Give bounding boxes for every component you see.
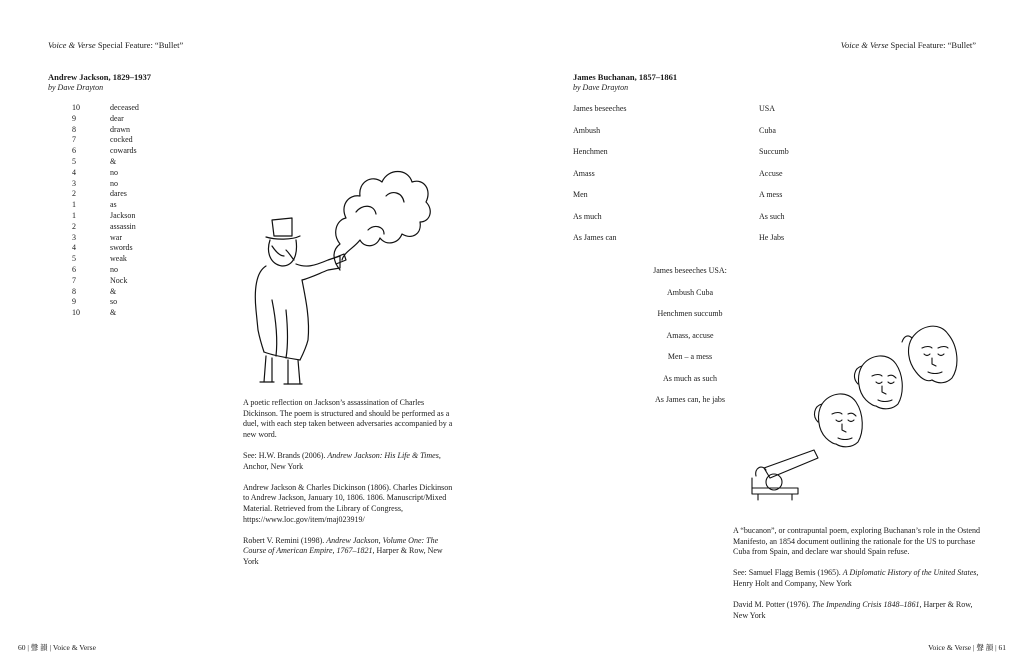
- combined-poem-line: As much as such: [663, 373, 717, 383]
- ref-title: Andrew Jackson, Volume One: The Course of American Empire, 1767–1821: [243, 535, 439, 556]
- poem-line: [48, 200, 117, 211]
- header-italic: Voice & Verse: [840, 40, 889, 50]
- combined-poem-line: James beseeches USA:: [653, 266, 727, 275]
- poem-line: [48, 125, 130, 136]
- combined-poem-line: Ambush Cuba: [667, 287, 713, 297]
- column-right-line: Cuba: [759, 125, 776, 135]
- ref-text: See: Samuel Flagg Bemis (1965).: [733, 568, 843, 578]
- poem-line: [48, 265, 118, 276]
- poem-word: no: [110, 178, 118, 188]
- jackson-ref-3: [243, 536, 455, 568]
- jackson-poem: [48, 103, 198, 323]
- column-left-line: Amass: [573, 168, 595, 178]
- poem-step-number: 5: [72, 254, 76, 264]
- poem-word: so: [110, 297, 118, 307]
- ref-publisher: , Harper & Row, New York: [733, 600, 973, 620]
- right-running-header: [841, 40, 976, 50]
- right-title-block: [573, 72, 677, 92]
- buchanan-cannon-illustration: [726, 318, 976, 508]
- jackson-notes: [243, 398, 455, 578]
- column-left-line: As much: [573, 211, 602, 221]
- ref-title: Andrew Jackson: His Life & Times: [327, 450, 439, 460]
- poem-word: &: [110, 308, 117, 318]
- column-left-line: As James can: [573, 233, 617, 242]
- poem-line: [48, 254, 127, 265]
- poem-line: [48, 114, 124, 125]
- poem-line: [48, 189, 127, 200]
- poem-line: [48, 243, 133, 254]
- column-left-line: Ambush: [573, 125, 601, 135]
- poem-word: Nock: [110, 275, 128, 285]
- buchanan-description: A “bucanon”, or contrapuntal poem, exploring Buchanan’s role in the Ostend Manifesto, an 1854 document outlining the rationale for the US to purchase Cuba from Spain, and declare war should Spain refuse.: [733, 526, 981, 557]
- poem-word: swords: [110, 243, 133, 253]
- column-right-line: As such: [759, 211, 785, 221]
- poem-step-number: 5: [72, 157, 76, 166]
- poem-word: dear: [110, 113, 124, 123]
- poem-word: cocked: [110, 135, 133, 145]
- column-right-line: A mess: [759, 190, 783, 199]
- header-rest: Special Feature: “Bullet”: [95, 40, 184, 50]
- poem-step-number: 1: [72, 211, 76, 220]
- poem-step-number: 2: [72, 221, 76, 231]
- ref-text: Robert V. Remini (1998).: [243, 535, 327, 545]
- header-italic: Voice & Verse: [48, 40, 96, 50]
- header-rest: Special Feature: “Bullet”: [888, 40, 976, 50]
- poem-title: Andrew Jackson, 1829–1937: [48, 72, 152, 82]
- combined-poem-line: As James can, he jabs: [655, 395, 725, 404]
- poem-step-number: 6: [72, 146, 76, 156]
- combined-poem-line: Men – a mess: [667, 352, 713, 361]
- poem-word: &: [110, 286, 117, 296]
- poem-word: cowards: [110, 146, 137, 156]
- poem-byline: by Dave Drayton: [573, 83, 629, 92]
- poem-line: [48, 276, 127, 287]
- buchanan-contrapuntal-columns: [573, 104, 853, 254]
- poem-line: [48, 222, 136, 233]
- poem-line: [48, 297, 117, 308]
- poem-step-number: 4: [72, 167, 76, 177]
- right-page-footer: Voice & Verse | 聲 韻 | 61: [928, 643, 1006, 652]
- poem-step-number: 7: [72, 275, 76, 285]
- ref-title: The Impending Crisis 1848–1861: [812, 600, 920, 610]
- jackson-ref-2: [243, 483, 455, 525]
- poem-step-number: 10: [72, 103, 80, 112]
- poem-word: Jackson: [110, 211, 136, 220]
- poem-word: war: [110, 232, 122, 242]
- ref-publisher: , Harper & Row, New York: [243, 546, 443, 566]
- combined-poem-line: Henchmen succumb: [657, 309, 723, 318]
- left-page-footer: 60 | 聲 韻 | Voice & Verse: [18, 643, 96, 652]
- poem-step-number: 9: [72, 297, 76, 307]
- poem-word: &: [110, 157, 117, 166]
- column-right-line: Succumb: [759, 147, 789, 156]
- poem-word: no: [110, 265, 118, 274]
- poem-step-number: 2: [72, 189, 76, 199]
- poem-word: drawn: [110, 124, 130, 134]
- ref-text: See: H.W. Brands (2006).: [243, 450, 328, 460]
- ref-text: Andrew Jackson & Charles Dickinson (1806). Charles Dickinson to Andrew Jackson, January 10, 1806. 1806. Manuscript/Mixed Material. Retrieved from the Library of Congress, https://www.loc.gov/item/maj023919/: [243, 482, 453, 524]
- poem-word: weak: [110, 254, 127, 264]
- poem-word: no: [110, 167, 118, 177]
- jackson-ref-1: [243, 451, 455, 472]
- poem-line: [48, 146, 137, 157]
- column-left-line: Henchmen: [573, 147, 608, 156]
- poem-title: James Buchanan, 1857–1861: [573, 72, 678, 82]
- poem-step-number: 1: [72, 200, 76, 210]
- ref-title: A Diplomatic History of the United States: [842, 568, 977, 578]
- combined-poem-line: Amass, accuse: [666, 330, 714, 340]
- poem-word: assassin: [110, 221, 136, 231]
- poem-step-number: 10: [72, 308, 80, 318]
- left-title-block: [48, 72, 151, 92]
- jackson-description: A poetic reflection on Jackson’s assassination of Charles Dickinson. The poem is structured and should be performed as a duel, with each step taken between adversaries accompanied by a new word.: [243, 398, 453, 439]
- column-left-line: James beseeches: [573, 104, 627, 113]
- buchanan-ref-2: [733, 600, 983, 621]
- jackson-duel-illustration: [236, 160, 436, 385]
- poem-step-number: 9: [72, 113, 76, 123]
- buchanan-ref-1: [733, 568, 983, 589]
- poem-line: [48, 135, 133, 146]
- poem-line: [48, 233, 122, 244]
- buchanan-notes: [733, 526, 983, 632]
- poem-step-number: 3: [72, 232, 76, 242]
- poem-step-number: 4: [72, 243, 76, 253]
- poem-line: [48, 211, 135, 222]
- column-right-line: He Jabs: [759, 233, 785, 242]
- poem-step-number: 7: [72, 135, 76, 145]
- left-running-header: [48, 40, 183, 50]
- column-right-line: Accuse: [759, 168, 783, 178]
- poem-step-number: 6: [72, 265, 76, 274]
- ref-text: David M. Potter (1976).: [733, 600, 813, 610]
- poem-step-number: 3: [72, 178, 76, 188]
- poem-line: [48, 179, 118, 190]
- poem-word: as: [110, 200, 117, 210]
- poem-line: [48, 168, 118, 179]
- poem-word: dares: [110, 189, 127, 199]
- ref-publisher: , Anchor, New York: [243, 450, 441, 471]
- poem-line: [48, 308, 116, 319]
- column-right-line: USA: [759, 104, 776, 113]
- poem-step-number: 8: [72, 286, 76, 296]
- poem-line: [48, 287, 116, 298]
- poem-byline: by Dave Drayton: [48, 83, 104, 92]
- poem-word: deceased: [110, 103, 139, 112]
- ref-publisher: , Henry Holt and Company, New York: [733, 568, 979, 588]
- poem-step-number: 8: [72, 124, 76, 134]
- poem-line: [48, 103, 139, 114]
- column-left-line: Men: [573, 190, 588, 199]
- poem-line: [48, 157, 116, 168]
